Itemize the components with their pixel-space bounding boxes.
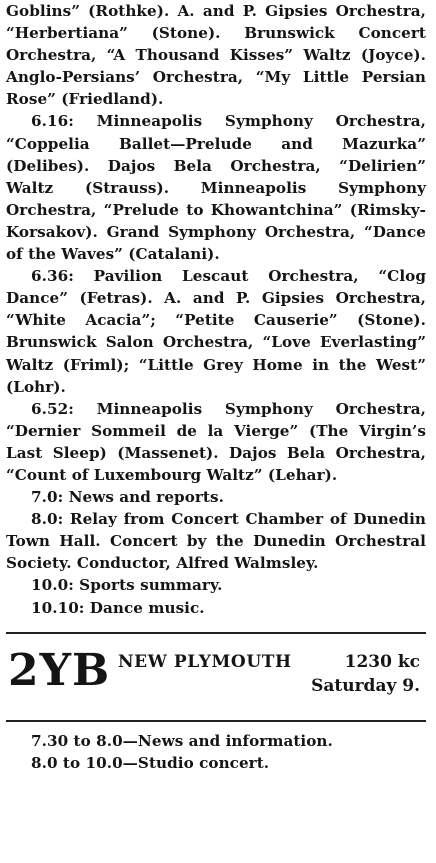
listing-paragraph-636: 6.36: Pavilion Lescaut Orchestra, “Clog Dance” (Fetras). A. and P. Gipsies Orchestra, “White Acacia”; “Petite Causerie” (Stone). Brunswick Salon Orchestra, “Love Everlasting” Waltz (Friml); “Little Grey Home in the West” (Lohr).: [6, 267, 426, 396]
station-day: Saturday 9.: [311, 675, 420, 696]
listing-paragraph-continuation: Goblins” (Rothke). A. and P. Gipsies Orchestra, “Herbertiana” (Stone). Brunswick Concert Orchestra, “A Thousand Kisses” Waltz (Joyce). Anglo-Persians’ Orchestra, “My Little Persian Rose” (Friedland).: [6, 2, 426, 109]
section-divider: [6, 632, 426, 634]
station-listing: [6, 730, 426, 774]
station-callsign: 2YB: [8, 644, 111, 696]
station-city: NEW PLYMOUTH: [118, 651, 292, 672]
station-divider: [6, 720, 426, 722]
listing-paragraph-616: 6.16: Minneapolis Symphony Orchestra, “Coppelia Ballet—Prelude and Mazurka” (Delibes). Dajos Bela Orchestra, “Delirien” Waltz (Strauss). Minneapolis Symphony Orchestra, “Prelude to Khowantchina” (Rimsky-Korsakov). Grand Symphony Orchestra, “Dance of the Waves” (Catalani).: [6, 112, 426, 264]
listing-paragraph-1000: 10.0: Sports summary.: [31, 576, 223, 595]
listing-paragraph-800: 8.0: Relay from Concert Chamber of Dunedin Town Hall. Concert by the Dunedin Orchestral Society. Conductor, Alfred Walmsley.: [6, 510, 426, 573]
station-frequency: 1230 kc: [344, 651, 420, 672]
listing-paragraph-700: 7.0: News and reports.: [31, 488, 224, 507]
listing-paragraph-1010: 10.10: Dance music.: [31, 598, 205, 617]
listing-paragraph-652: 6.52: Minneapolis Symphony Orchestra, “Dernier Sommeil de la Vierge” (The Virgin’s Last Sleep) (Massenet). Dajos Bela Orchestra, “Count of Luxembourg Waltz” (Lehar).: [6, 399, 426, 484]
station-header: [6, 644, 426, 712]
program-listing: [6, 0, 426, 619]
station-listing-item: 8.0 to 10.0—Studio concert.: [31, 753, 270, 772]
station-listing-item: 7.30 to 8.0—News and information.: [31, 731, 333, 750]
